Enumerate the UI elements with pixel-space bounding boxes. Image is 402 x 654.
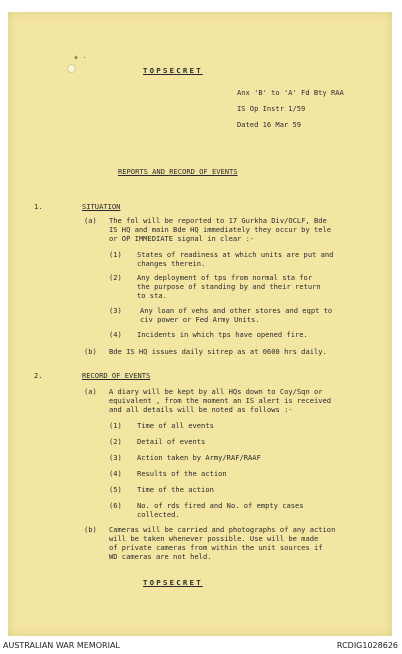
item-line: Results of the action bbox=[137, 469, 227, 478]
instruction-reference: IS Op Instr 1/59 bbox=[237, 104, 306, 113]
item-line: the purpose of standing by and their return bbox=[137, 282, 321, 291]
archive-credit: AUSTRALIAN WAR MEMORIAL bbox=[3, 641, 120, 650]
date-line: Dated 16 Mar 59 bbox=[237, 120, 302, 129]
para-line: IS HQ and main Bde HQ immediately they occur by tele bbox=[109, 225, 332, 234]
section-number: 2. bbox=[34, 371, 43, 380]
para-line: of private cameras from within the unit sources if bbox=[109, 543, 323, 552]
para-label: (b) bbox=[84, 347, 97, 356]
item-label: (1) bbox=[109, 421, 122, 430]
section-number: 1. bbox=[34, 202, 43, 211]
para-line: A diary will be kept by all HQs down to Coy/Sqn or bbox=[109, 387, 323, 396]
item-label: (2) bbox=[109, 273, 122, 282]
section-heading: RECORD OF EVENTS bbox=[82, 371, 151, 380]
item-label: (3) bbox=[109, 306, 122, 315]
para-label: (a) bbox=[84, 216, 97, 225]
archive-id: RCDIG1028626 bbox=[336, 641, 398, 650]
item-label: (4) bbox=[109, 330, 122, 339]
item-line: Action taken by Army/RAF/RAAF bbox=[137, 453, 261, 462]
item-label: (5) bbox=[109, 485, 122, 494]
para-line: WD cameras are not held. bbox=[109, 552, 212, 561]
item-label: (1) bbox=[109, 250, 122, 259]
item-line: Detail of events bbox=[137, 437, 206, 446]
item-line: Any deployment of tps from normal sta for bbox=[137, 273, 313, 282]
item-line: No. of rds fired and No. of empty cases bbox=[137, 501, 304, 510]
para-line: will be taken whenever possible. Use will be made bbox=[109, 534, 319, 543]
section-heading: SITUATION bbox=[82, 202, 121, 211]
item-line: States of readiness at which units are put and bbox=[137, 250, 334, 259]
classification-bottom: TOPSECRET bbox=[143, 578, 203, 587]
item-line: Any loan of vehs and other stores and eqpt to bbox=[140, 306, 333, 315]
item-line: to sta. bbox=[137, 291, 167, 300]
item-line: collected. bbox=[137, 510, 180, 519]
item-label: (3) bbox=[109, 453, 122, 462]
para-line: Bde IS HQ issues daily sitrep as at 0600 hrs daily. bbox=[109, 347, 327, 356]
item-label: (4) bbox=[109, 469, 122, 478]
para-line: or OP IMMEDIATE signal in clear :- bbox=[109, 234, 255, 243]
item-line: Time of all events bbox=[137, 421, 214, 430]
ink-mark: ♦ · bbox=[74, 54, 87, 62]
item-label: (2) bbox=[109, 437, 122, 446]
para-line: The fol will be reported to 17 Gurkha Div/OCLF, Bde bbox=[109, 216, 327, 225]
para-line: Cameras will be carried and photographs of any action bbox=[109, 525, 336, 534]
annex-reference: Anx 'B' to 'A' Fd Bty RAA bbox=[237, 88, 344, 97]
classification-top: TOPSECRET bbox=[143, 66, 203, 75]
document-title: REPORTS AND RECORD OF EVENTS bbox=[118, 167, 238, 176]
item-line: Incidents in which tps have opened fire. bbox=[137, 330, 308, 339]
item-line: Time of the action bbox=[137, 485, 214, 494]
para-label: (a) bbox=[84, 387, 97, 396]
para-label: (b) bbox=[84, 525, 97, 534]
item-line: civ power or Fed Army Units. bbox=[140, 315, 260, 324]
item-line: changes therein. bbox=[137, 259, 206, 268]
para-line: equivalent , from the moment an IS alert is received bbox=[109, 396, 332, 405]
para-line: and all details will be noted as follows :- bbox=[109, 405, 293, 414]
item-label: (6) bbox=[109, 501, 122, 510]
punch-hole bbox=[67, 64, 76, 73]
